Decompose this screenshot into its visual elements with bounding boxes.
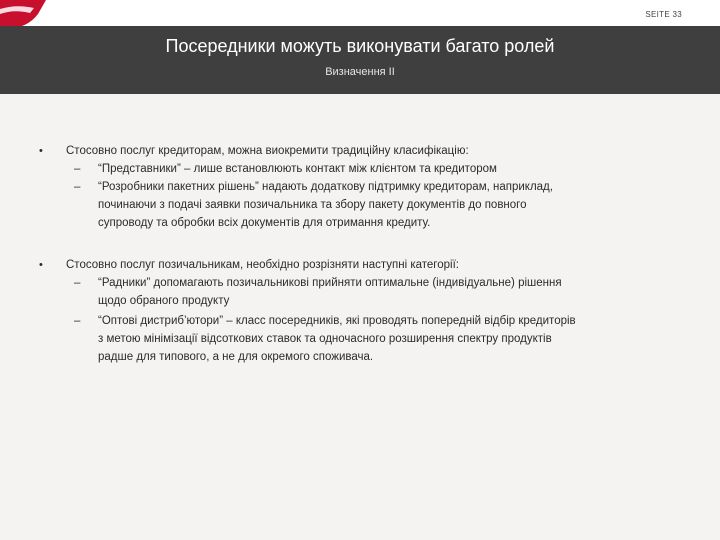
sub-item-line: щодо обраного продукту — [98, 295, 230, 307]
slide-content — [0, 94, 720, 540]
sub-item-line: радше для типового, а не для окремого споживача. — [98, 351, 374, 363]
sub-item-line: “Представники” – лише встановлюють контакт між клієнтом та кредитором — [98, 163, 497, 175]
sub-item-line: починаючи з подачі заявки позичальника та збору пакету документів до повного — [98, 199, 527, 211]
slide-title: Посередники можуть виконувати багато ролей — [165, 36, 555, 56]
bullet-text: Стосовно послуг позичальникам, необхідно розрізняти наступні категорії: — [66, 259, 459, 271]
title-band — [0, 26, 720, 95]
dash-marker: – — [74, 277, 81, 289]
sub-item-text — [98, 160, 698, 178]
page-number: SEITE 33 — [645, 10, 682, 19]
sub-item-line: “Радники” допомагають позичальникові прийняти оптимальне (індивідуальне) рішення — [98, 277, 562, 289]
sub-item-text — [98, 274, 698, 310]
top-strip — [0, 0, 720, 26]
sub-item-line: “Розробники пакетних рішень” надають додаткову підтримку кредиторам, наприклад, — [98, 181, 553, 193]
slide-subtitle: Визначення II — [325, 66, 395, 78]
logo-icon — [0, 0, 46, 28]
bullet-marker: • — [39, 145, 43, 157]
sub-item-text — [98, 178, 698, 232]
sub-item-text — [98, 312, 698, 366]
sub-item-line: “Оптові дистриб’ютори” – класс посередників, які проводять попередній відбір кредиторів — [98, 315, 576, 327]
sub-item-line: з метою мінімізації відсоткових ставок та одночасного розширення спектру продуктів — [98, 333, 552, 345]
bullet-marker: • — [39, 259, 43, 271]
bullet-text: Стосовно послуг кредиторам, можна виокремити традиційну класифікацію: — [66, 145, 469, 157]
dash-marker: – — [74, 181, 81, 193]
dash-marker: – — [74, 163, 81, 175]
sub-item-line: супроводу та обробки всіх документів для отримання кредиту. — [98, 217, 431, 229]
dash-marker: – — [74, 315, 81, 327]
